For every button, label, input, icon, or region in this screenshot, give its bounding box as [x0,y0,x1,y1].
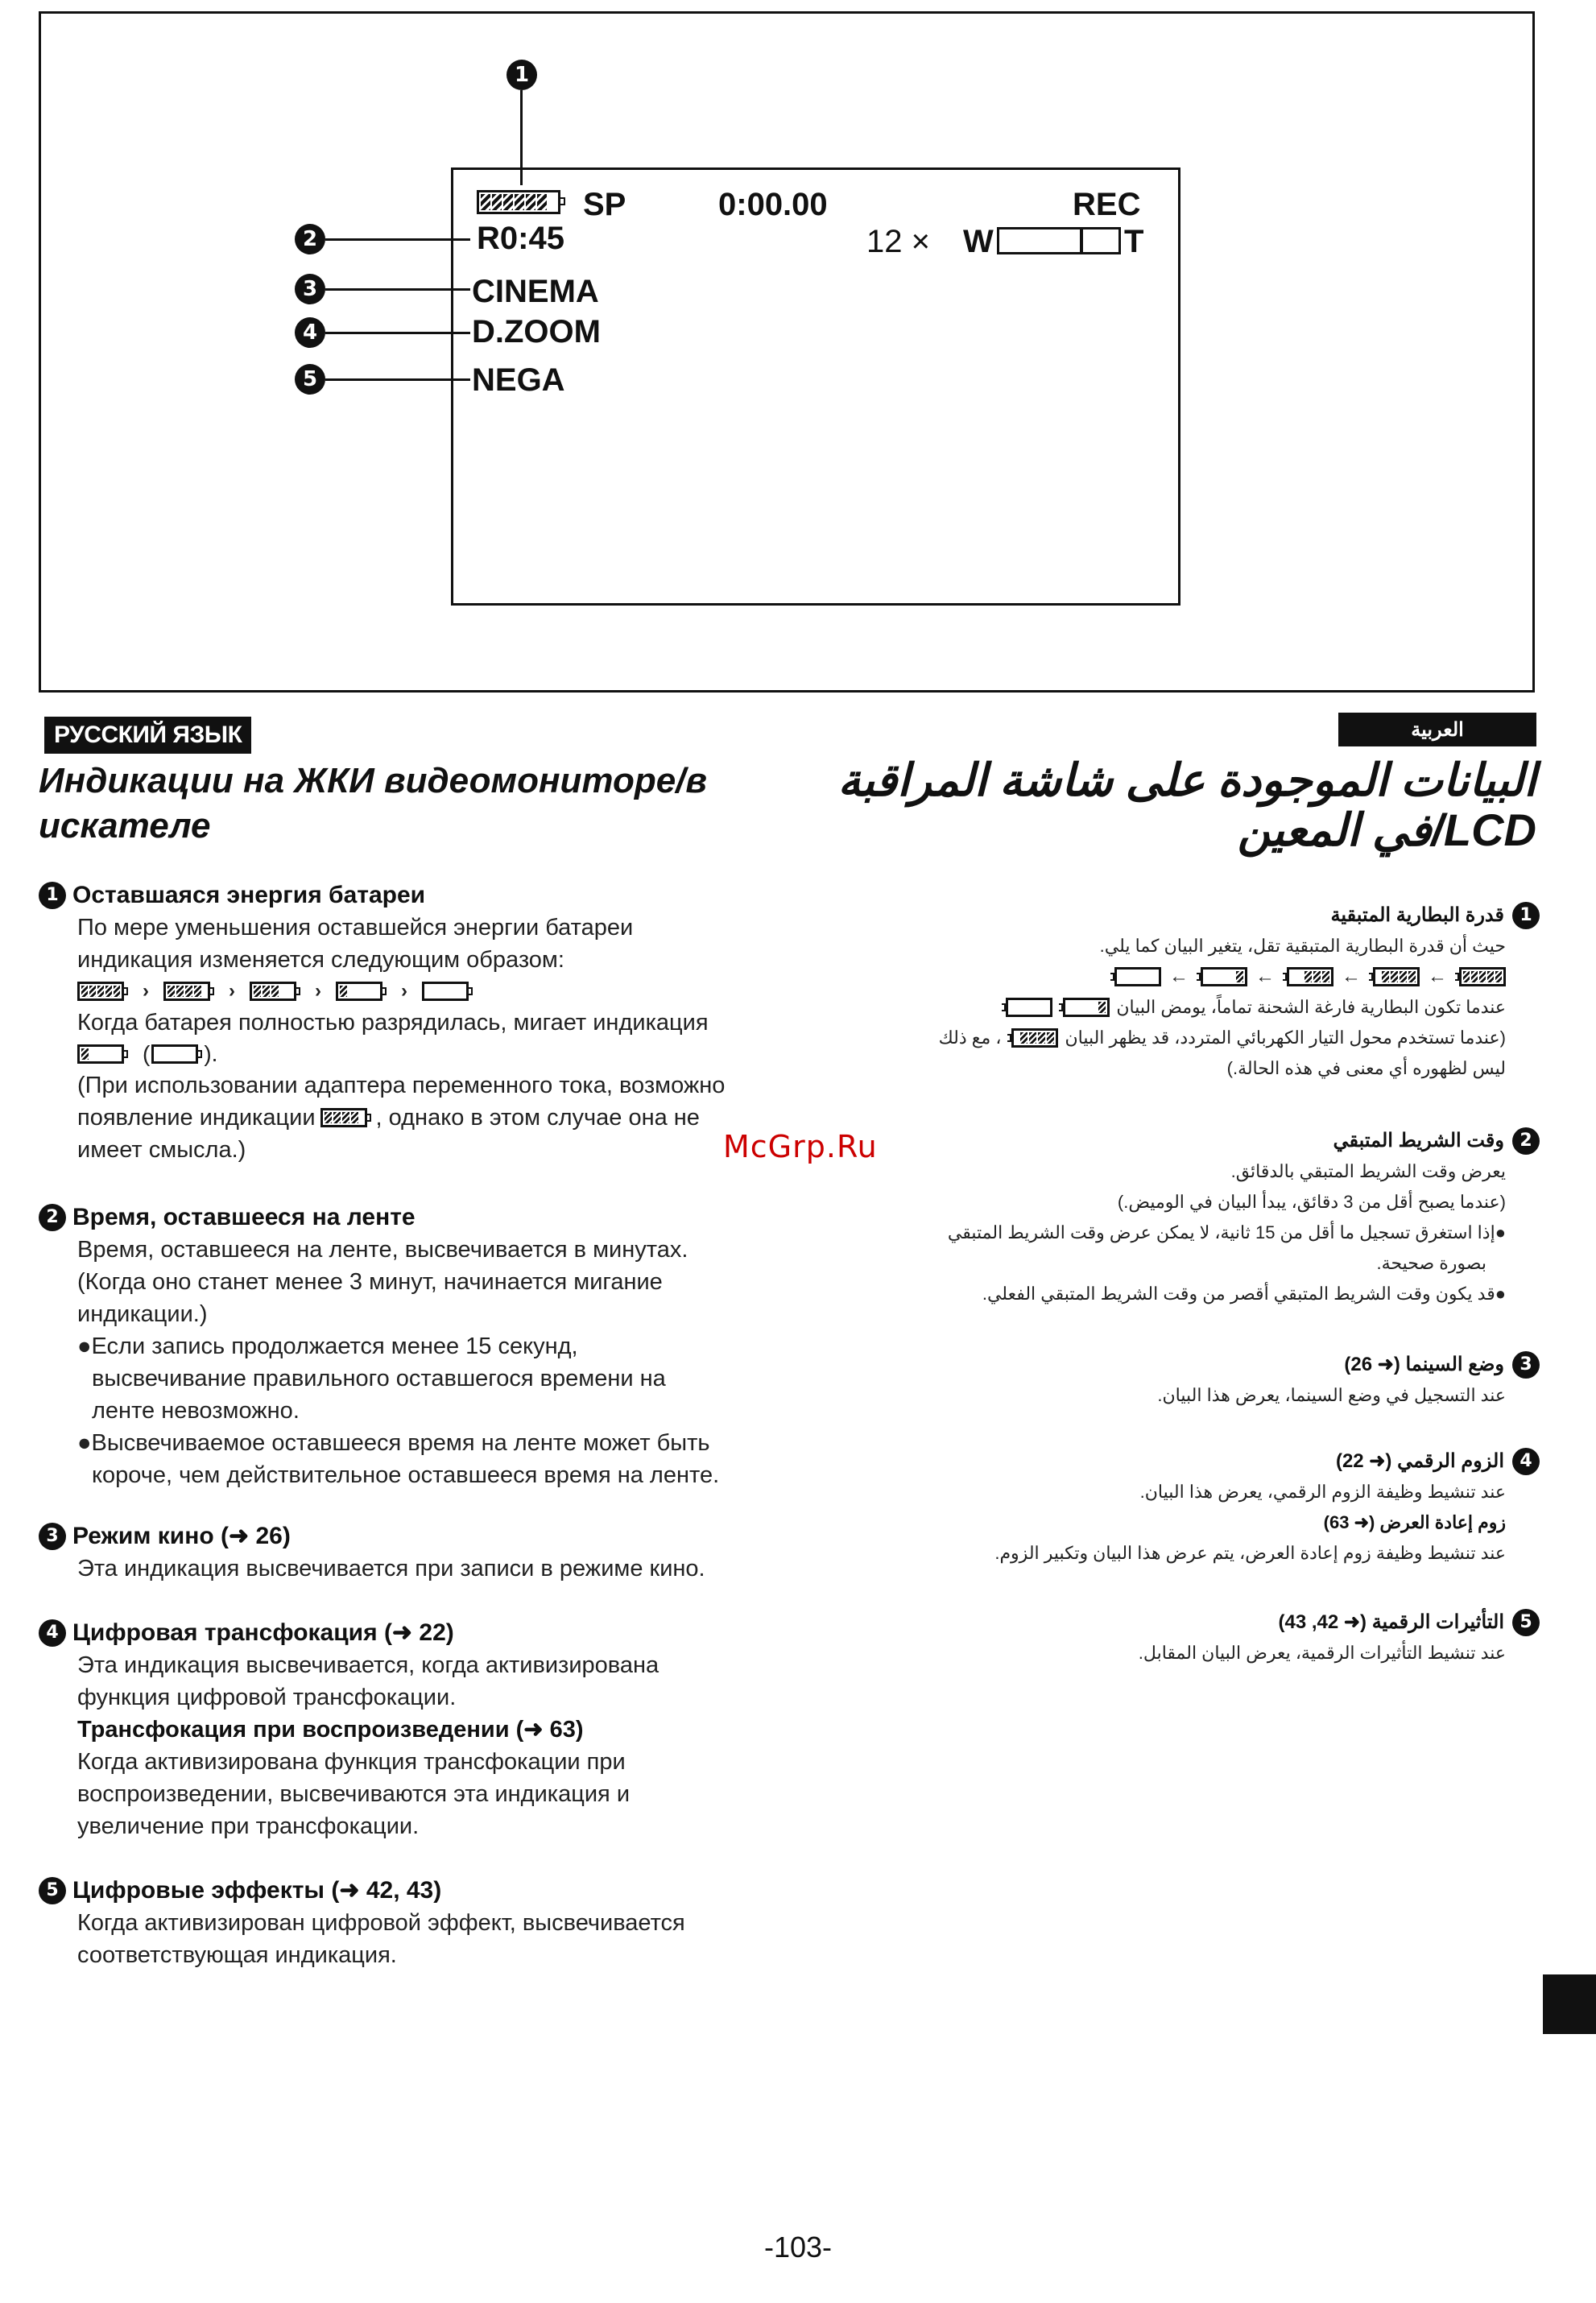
ar-section-3 [854,1350,1540,1411]
ru-sec1-p3-line [77,1102,820,1134]
ar-sec1-l3: عندما تكون البطارية فارغة الشحنة تماماً، يومض البيان [1116,997,1506,1017]
battery-4-icon [163,982,214,1001]
ar-sec2-l3b: بصورة صحيحة. [1376,1253,1486,1273]
ru-section-4 [39,1617,820,1842]
paren-open: ( [143,1041,151,1066]
ru-num-3: 3 [39,1523,66,1550]
ru-num-1: 1 [39,882,66,909]
ru-sec2-b2b: короче, чем действительное оставшееся время на ленте. [92,1462,720,1488]
battery-1-icon [1059,998,1110,1017]
arrow-icon: › [229,980,235,1002]
battery-5-icon [1455,967,1506,986]
arrow-icon: ← [1428,965,1447,987]
cinema-indicator: CINEMA [472,274,599,309]
ar-num-2: 2 [1512,1127,1540,1155]
zoom-w: W [963,224,994,259]
leader-3 [325,288,470,291]
ru-sec2-head: Время, оставшееся на ленте [72,1204,416,1230]
ru-sec4-head: Цифровая трансфокация (➜ 22) [72,1619,454,1646]
ru-battery-blink [77,1039,820,1069]
ar-sec3-head: وضع السينما (➜ 26) [1344,1354,1504,1375]
ru-sec3-head: Режим кино (➜ 26) [72,1523,291,1549]
ar-sec1-l4-line [854,1023,1506,1053]
ru-sec1-p1b: индикация изменяется следующим образом: [77,947,564,973]
battery-tip-icon [560,197,565,205]
ar-sec4-l1: عند تنشيط وظيفة الزوم الرقمي، يعرض هذا البيان. [1139,1482,1506,1502]
ar-page-title [837,755,1536,855]
nega-indicator: NEGA [472,362,565,398]
rec-indicator: REC [1073,187,1141,222]
ar-sec5-l1: عند تنشيط التأثيرات الرقمية، يعرض البيان المقابل. [1138,1643,1506,1663]
ar-sec1-l3-line [854,992,1506,1023]
ru-sec2-p1a: Время, оставшееся на ленте, высвечивается в минутах. [77,1237,688,1263]
ar-sec2-head: وقت الشريط المتبقي [1333,1130,1504,1152]
page-number: -103- [763,2231,833,2264]
ar-sec2-l2: (عندما يصبح أقل من 3 دقائق، يبدأ البيان في الوميض.) [1117,1192,1506,1212]
zoom-factor: 12 × [866,224,930,259]
callout-2: 2 [295,224,325,254]
ar-section-1 [854,900,1540,1084]
ru-section-2 [39,1201,820,1491]
zoom-t: T [1124,224,1144,259]
ru-sec1-p3c: , однако в этом случае она не [375,1105,700,1131]
ar-sec2-l4: ●قد يكون وقت الشريط المتبقي أقصر من وقت الشريط المتبقي الفعلي. [982,1284,1506,1304]
dzoom-indicator: D.ZOOM [472,314,601,349]
ru-sec2-b2a: ●Высвечиваемое оставшееся время на ленте может быть [77,1430,710,1456]
arrow-icon: ← [1255,965,1275,987]
ar-sec1-l4b: ، مع ذلك [938,1027,1002,1048]
ru-sec4-p2c: увеличение при трансфокации. [77,1813,420,1839]
ru-sec5-head: Цифровые эффекты (➜ 42, 43) [72,1877,442,1904]
side-index-tab [1543,1974,1596,2034]
battery-3-icon [250,982,300,1001]
callout-4: 4 [295,317,325,348]
ar-sec1-l5: ليس لظهوره أي معنى في هذه الحالة.) [1226,1058,1506,1078]
ru-sec2-p1b: (Когда оно станет менее 3 минут, начинается мигание [77,1269,663,1295]
ru-sec3-p1: Эта индикация высвечивается при записи в режиме кино. [77,1556,705,1582]
ru-battery-sequence [77,976,820,1007]
remaining-tape: R0:45 [477,221,564,256]
ar-language-tag: العربية [1338,713,1536,746]
ar-section-5 [854,1607,1540,1668]
ar-sec2-l1: يعرض وقت الشريط المتبقي بالدقائق. [1230,1161,1506,1181]
callout-3: 3 [295,274,325,304]
battery-3-icon [1283,967,1333,986]
ru-num-5: 5 [39,1877,66,1904]
ru-sec2-p1c: индикации.) [77,1301,208,1327]
leader-4 [325,332,470,334]
ar-sec1-head: قدرة البطارية المتبقية [1330,904,1504,926]
watermark: McGrp.Ru [723,1129,878,1164]
ru-sec4-p2b: воспроизведении, высвечиваются эта индикация и [77,1781,631,1807]
arrow-icon: › [315,980,321,1002]
callout-1: 1 [507,60,537,90]
ru-sec5-p1b: соответствующая индикация. [77,1942,397,1968]
ar-section-4 [854,1446,1540,1569]
battery-full-icon [477,190,560,214]
zoom-bar [997,227,1121,254]
battery-4-icon [1369,967,1420,986]
ar-sec5-head: التأثيرات الرقمية (➜ 42, 43) [1278,1611,1504,1633]
ar-num-1: 1 [1512,902,1540,929]
zoom-marker [1080,227,1083,254]
battery-1-icon [77,1044,128,1064]
ru-sec4-sub: Трансфокация при воспроизведении (➜ 63) [77,1717,584,1743]
timecode: 0:00.00 [718,187,828,222]
battery-empty-icon [151,1044,202,1064]
ru-sec4-p2a: Когда активизирована функция трансфокации при [77,1749,626,1775]
leader-5 [325,378,470,381]
arrow-icon: › [143,980,149,1002]
ru-language-tag: РУССКИЙ ЯЗЫК [44,717,251,754]
ru-num-4: 4 [39,1619,66,1647]
battery-4-icon [1007,1028,1058,1048]
ru-section-3 [39,1520,820,1585]
ar-sec2-l3: ●إذا استغرق تسجيل ما أقل من 15 ثانية، لا يمكن عرض وقت الشريط المتبقي [947,1222,1506,1242]
battery-5-icon [77,982,128,1001]
ar-section-2 [854,1126,1540,1309]
ru-sec4-p1a: Эта индикация высвечивается, когда активизирована [77,1652,659,1678]
ru-sec5-p1a: Когда активизирован цифровой эффект, высвечивается [77,1910,685,1936]
ar-sec4-head: الزوم الرقمي (➜ 22) [1335,1450,1504,1472]
ar-sec3-l1: عند التسجيل في وضع السينما، يعرض هذا البيان. [1157,1385,1506,1405]
ar-battery-sequence [854,961,1506,992]
tape-speed: SP [583,187,626,222]
ru-sec1-p3b: появление индикации [77,1105,316,1131]
ar-title-line-2: LCD/في المعين [1237,804,1536,855]
battery-empty-icon [422,982,473,1001]
ru-sec1-head: Оставшаяся энергия батареи [72,882,426,908]
callout-5: 5 [295,364,325,395]
ru-page-title: Индикации на ЖКИ видеомониторе/в искателе [39,761,707,846]
arrow-icon: ← [1169,965,1189,987]
ar-num-5: 5 [1512,1609,1540,1636]
arrow-icon: ← [1342,965,1361,987]
ru-section-1 [39,879,820,1166]
ru-sec2-b1b: высвечивание правильного оставшегося времени на [92,1366,666,1391]
battery-empty-icon [1110,967,1161,986]
paren-close: ). [204,1041,218,1066]
ar-sec4-l2: عند تنشيط وظيفة زوم إعادة العرض، يتم عرض هذا البيان وتكبير الزوم. [994,1543,1506,1563]
ru-sec4-p1b: функция цифровой трансфокации. [77,1685,457,1710]
ar-sec1-l4: (عندما تستخدم محول التيار الكهربائي المتردد، قد يظهر البيان [1065,1027,1506,1048]
battery-1-icon [1197,967,1247,986]
ru-sec1-p3d: имеет смысла.) [77,1137,246,1163]
ru-sec1-p1a: По мере уменьшения оставшейся энергии батареи [77,915,634,941]
ru-sec2-b1c: ленте невозможно. [92,1398,300,1424]
ru-sec1-p2: Когда батарея полностью разрядилась, мигает индикация [77,1010,709,1036]
ar-num-3: 3 [1512,1351,1540,1379]
ru-sec1-p3a: (При использовании адаптера переменного тока, возможно [77,1073,726,1098]
battery-empty-icon [1002,998,1052,1017]
ar-sec1-l1: حيث أن قدرة البطارية المتبقية تقل، يتغير البيان كما يلي. [1099,936,1506,956]
battery-1-icon [336,982,387,1001]
arrow-icon: › [401,980,407,1002]
ar-num-4: 4 [1512,1448,1540,1475]
ar-sec4-sub: زوم إعادة العرض (➜ 63) [1323,1512,1506,1532]
leader-2 [325,238,470,241]
battery-4-icon [320,1108,371,1127]
ru-sec2-b1a: ●Если запись продолжается менее 15 секунд, [77,1333,578,1359]
ru-section-5 [39,1875,820,1971]
ar-title-line-1: البيانات الموجودة على شاشة المراقبة [837,755,1536,805]
ru-num-2: 2 [39,1204,66,1231]
